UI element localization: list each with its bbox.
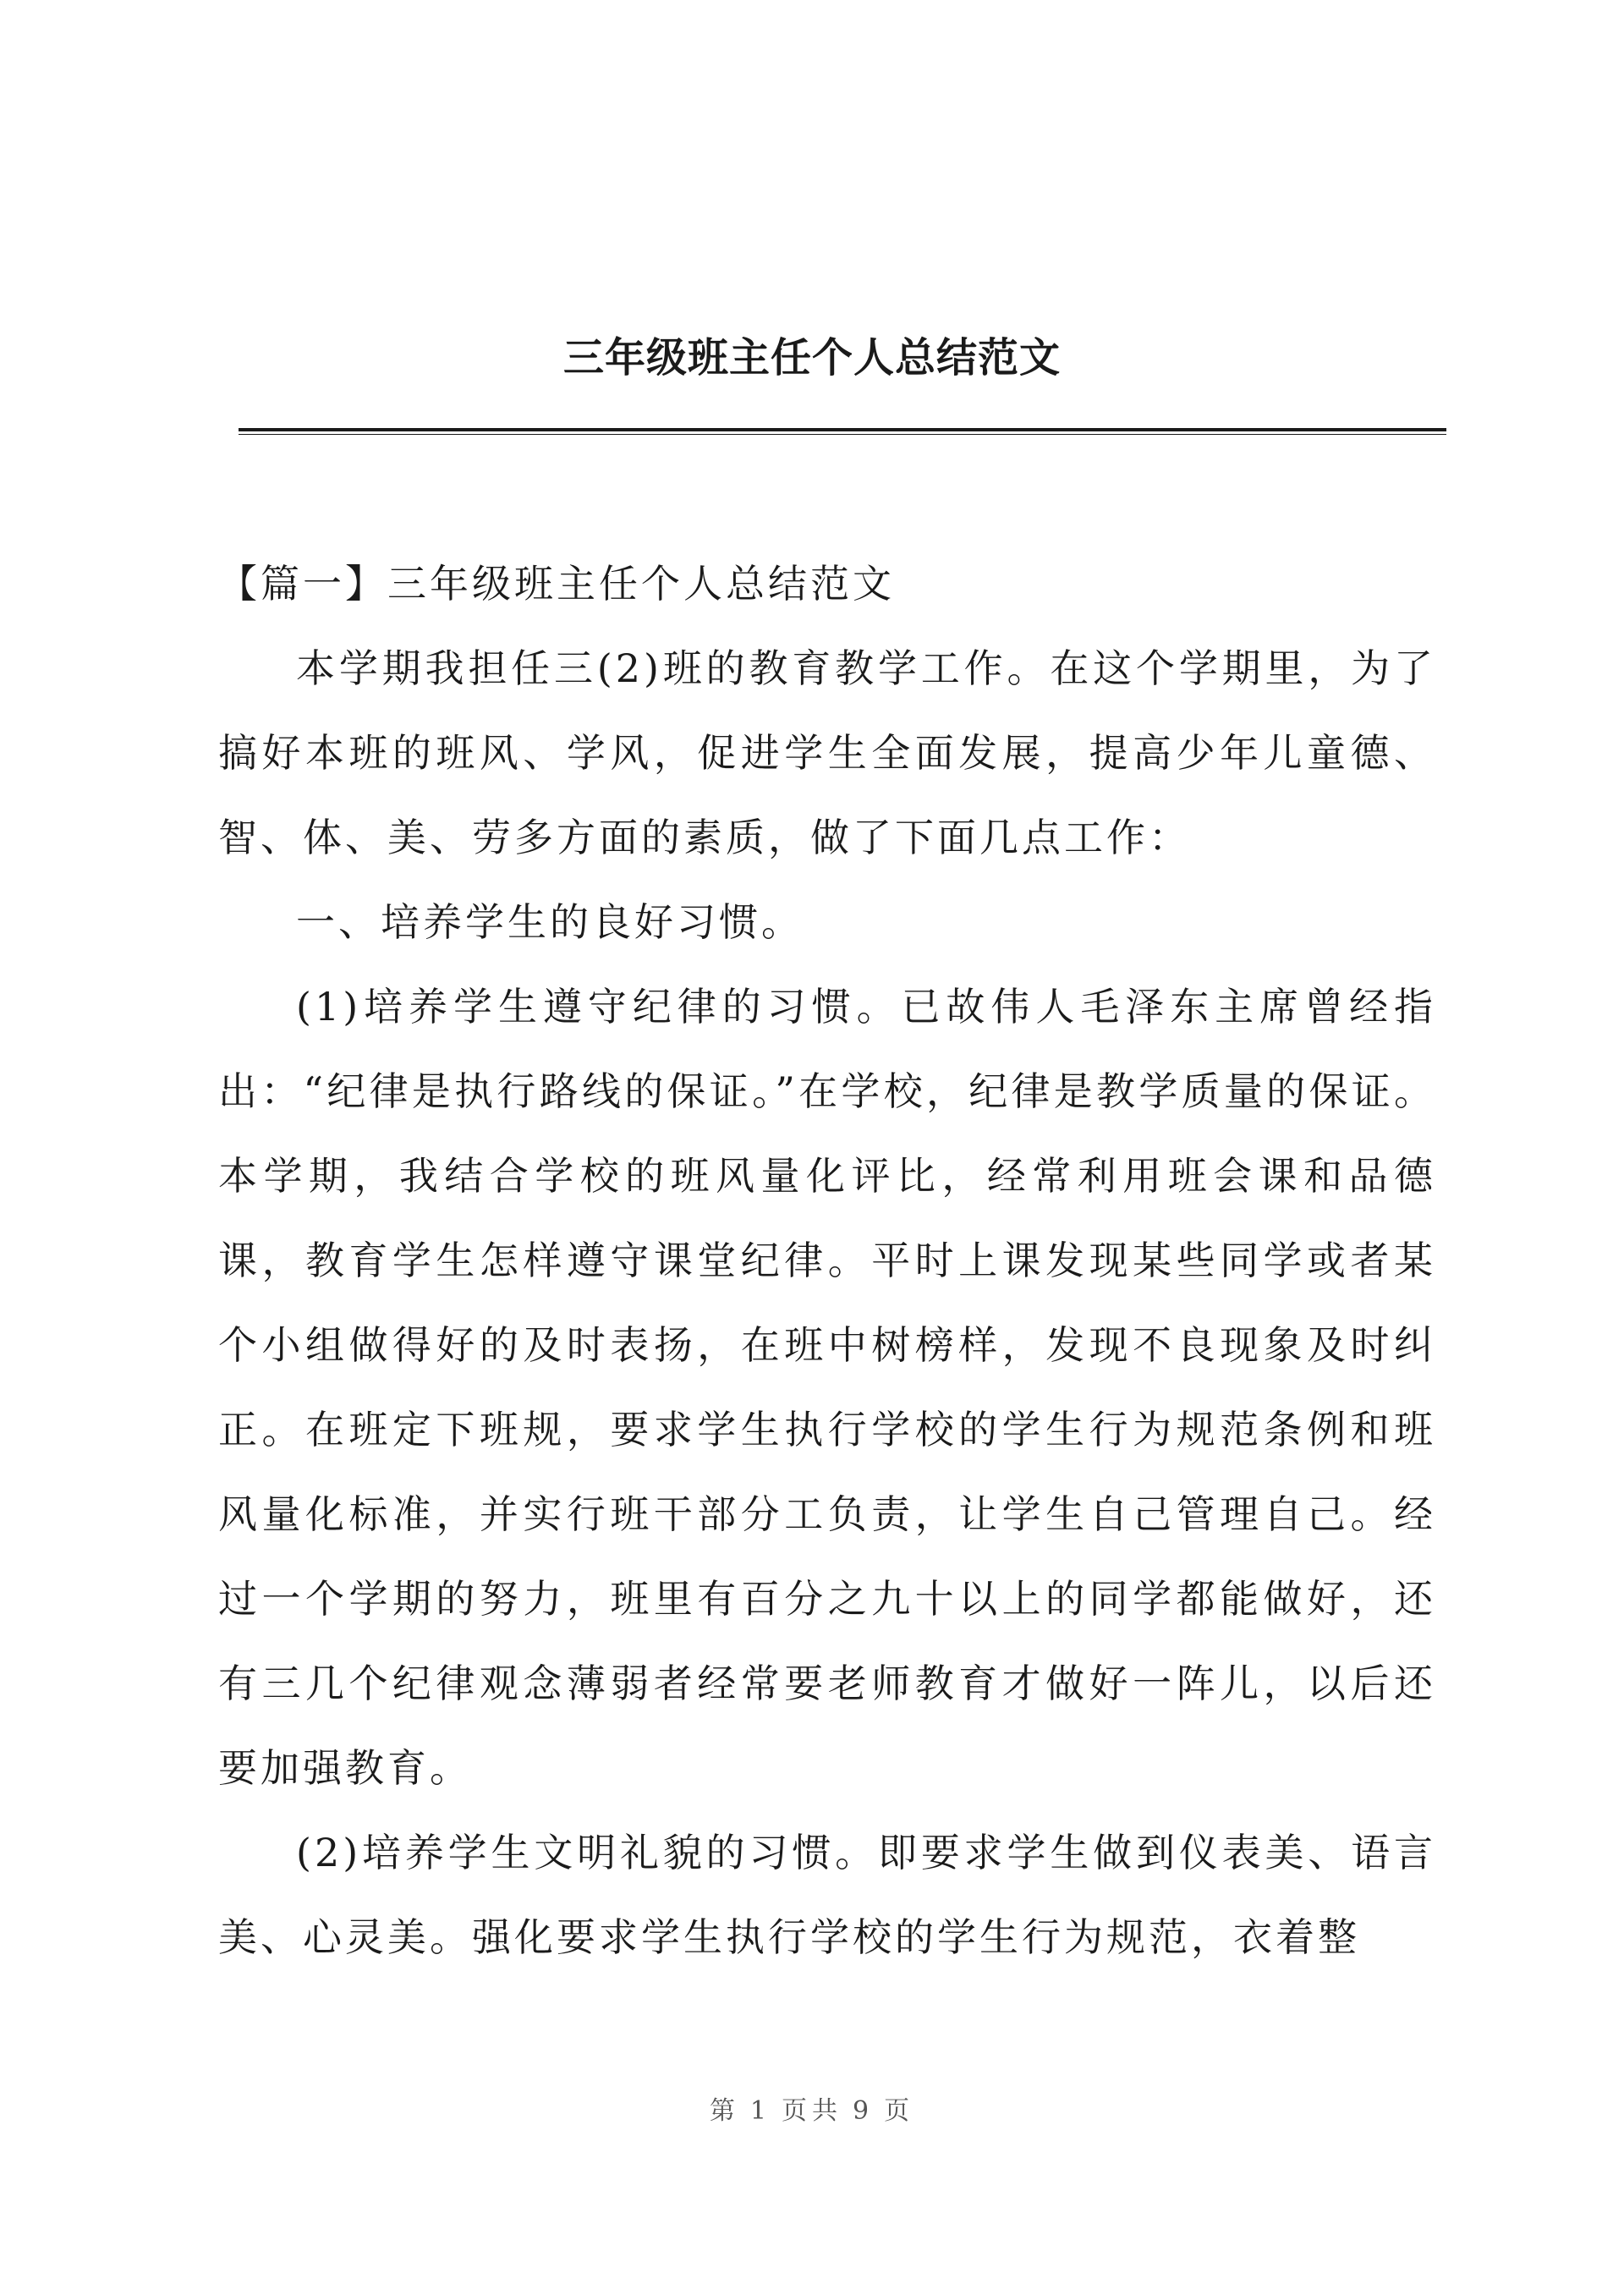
paragraph: (2)培养学生文明礼貌的习惯。即要求学生做到仪表美、语言美、心灵美。强化要求学生执行学校的学生行为规范，衣着整 — [218, 1830, 1436, 1960]
footer-current-page: 1 — [749, 2096, 771, 2126]
footer-prefix: 第 — [709, 2096, 740, 2126]
footer-suffix: 页 — [884, 2096, 915, 2126]
title-divider — [239, 428, 1446, 435]
page-number-footer — [0, 2089, 1624, 2127]
paragraph: (1)培养学生遵守纪律的习惯。已故伟人毛泽东主席曾经指出：“纪律是执行路线的保证。”在学校，纪律是教学质量的保证。本学期，我结合学校的班风量化评比，经常利用班会课和品德课，教育学生怎样遵守课堂纪律。平时上课发现某些同学或者某个小组做得好的及时表扬，在班中树榜样，发现不良现象及时纠正。在班定下班规，要求学生执行学校的学生行为规范条例和班风量化标准，并实行班干部分工负责，让学生自己管理自己。经过一个学期的努力，班里有百分之九十以上的同学都能做好，还有三几个纪律观念薄弱者经常要老师教育才做好一阵儿，以后还要加强教育。 — [218, 984, 1436, 1791]
document-body — [218, 541, 1436, 1979]
document-title: 三年级班主任个人总结范文 — [562, 334, 1061, 382]
section-heading: 【篇一】三年级班主任个人总结范文 — [218, 561, 895, 607]
paragraph: 本学期我担任三(2)班的教育教学工作。在这个学期里，为了搞好本班的班风、学风，促进学生全面发展，提高少年儿童德、智、体、美、劳多方面的素质，做了下面几点工作： — [218, 645, 1436, 860]
footer-total-pages: 9 — [853, 2096, 875, 2126]
paragraph: 一、培养学生的良好习惯。 — [296, 899, 804, 945]
footer-middle: 页共 — [782, 2096, 842, 2126]
